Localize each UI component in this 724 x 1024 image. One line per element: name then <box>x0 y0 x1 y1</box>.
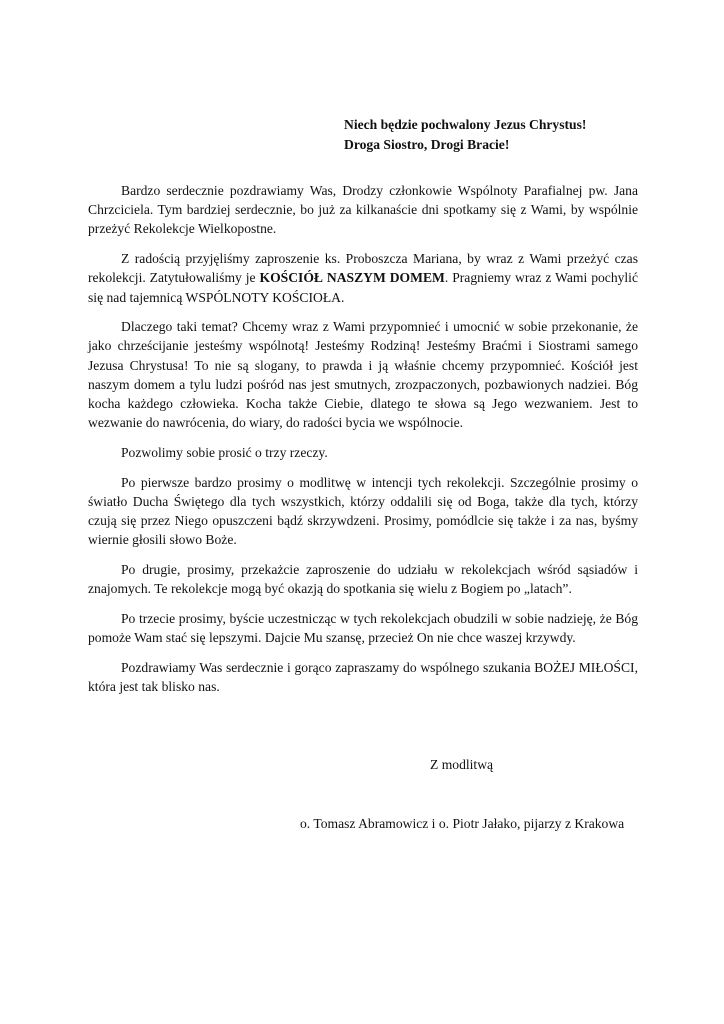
paragraph-text: Po pierwsze bardzo prosimy o modlitwę w intencji tych rekolekcji. Szczególnie prosimy o światło Ducha Świętego dla tych wszystkich, którzy oddalili się od Boga, także dla tych, którzy czują się przez Niego opuszczeni bądź skrzywdzeni. Prosimy, pomódlcie się także i za nas, byśmy wiernie głosili słowo Boże. <box>88 474 638 548</box>
paragraph-text: Dlaczego taki temat? Chcemy wraz z Wami przypomnieć i umocnić w sobie przekonanie, że jako chrześcijanie jesteśmy wspólnotą! Jesteśmy Rodziną! Jesteśmy Braćmi i Siostrami samego Jezusa Chrystusa! To nie są slogany, to prawda i ją właśnie chcemy przypomnieć. Kościół jest naszym domem a tylu ludzi pośród nas jest smutnych, zrozpaczonych, pozbawionych nadziei. Bóg kocha każdego człowieka. Kocha także Ciebie, dlatego te słowa są Jego wezwaniem. Jest to wezwanie do nawrócenia, do wiary, do radości bycia we wspólnocie. <box>88 319 638 431</box>
paragraph-text: Po trzecie prosimy, byście uczestnicząc w tych rekolekcjach obudzili w sobie nadzieję, że Bóg pomoże Wam stać się lepszymi. Dajcie Mu szansę, przecież On nie chce waszej krzywdy. <box>88 610 638 646</box>
paragraph-3 <box>88 317 638 432</box>
greeting-line-2: Droga Siostro, Drogi Bracie! <box>344 137 510 152</box>
greeting-block <box>344 115 586 155</box>
letter-body <box>88 181 638 707</box>
paragraph-text: Bardzo serdecznie pozdrawiamy Was, Drodzy członkowie Wspólnoty Parafialnej pw. Jana Chrzciciela. Tym bardziej serdecznie, bo już za kilkanaście dni spotkamy się z Wami, by wspólnie przeżyć Rekolekcje Wielkopostne. <box>88 183 638 237</box>
paragraph-7 <box>88 609 638 647</box>
paragraph-text: Po drugie, prosimy, przekażcie zaproszenie do udziału w rekolekcjach wśród sąsiadów i znajomych. Te rekolekcje mogą być okazją do spotkania się wielu z Bogiem po „latach”. <box>88 561 638 597</box>
paragraph-text: Pozwolimy sobie prosić o trzy rzeczy. <box>121 444 328 460</box>
paragraph-text: Pozdrawiamy Was serdecznie i gorąco zapraszamy do wspólnego szukania BOŻEJ MIŁOŚCI, która jest tak blisko nas. <box>88 659 638 694</box>
paragraph-text: Z radością przyjęliśmy zaproszenie ks. Proboszcza Mariana, by wraz z Wami przeżyć czas rekolekcji. Zatytułowaliśmy je <box>88 251 638 286</box>
closing-line: Z modlitwą <box>430 757 494 772</box>
paragraph-4 <box>88 443 638 462</box>
signature-line: o. Tomasz Abramowicz i o. Piotr Jałako, pijarzy z Krakowa <box>300 816 625 831</box>
paragraph-6 <box>88 560 638 598</box>
greeting-line-1: Niech będzie pochwalony Jezus Chrystus! <box>344 117 587 132</box>
paragraph-1 <box>88 181 638 239</box>
paragraph-5 <box>88 473 638 550</box>
retreat-title: KOŚCIÓŁ NASZYM DOMEM <box>259 270 445 286</box>
paragraph-text: . Pragniemy wraz z Wami pochylić się nad tajemnicą WSPÓLNOTY KOŚCIOŁA. <box>88 270 638 305</box>
paragraph-2 <box>88 249 638 307</box>
paragraph-8 <box>88 658 638 696</box>
